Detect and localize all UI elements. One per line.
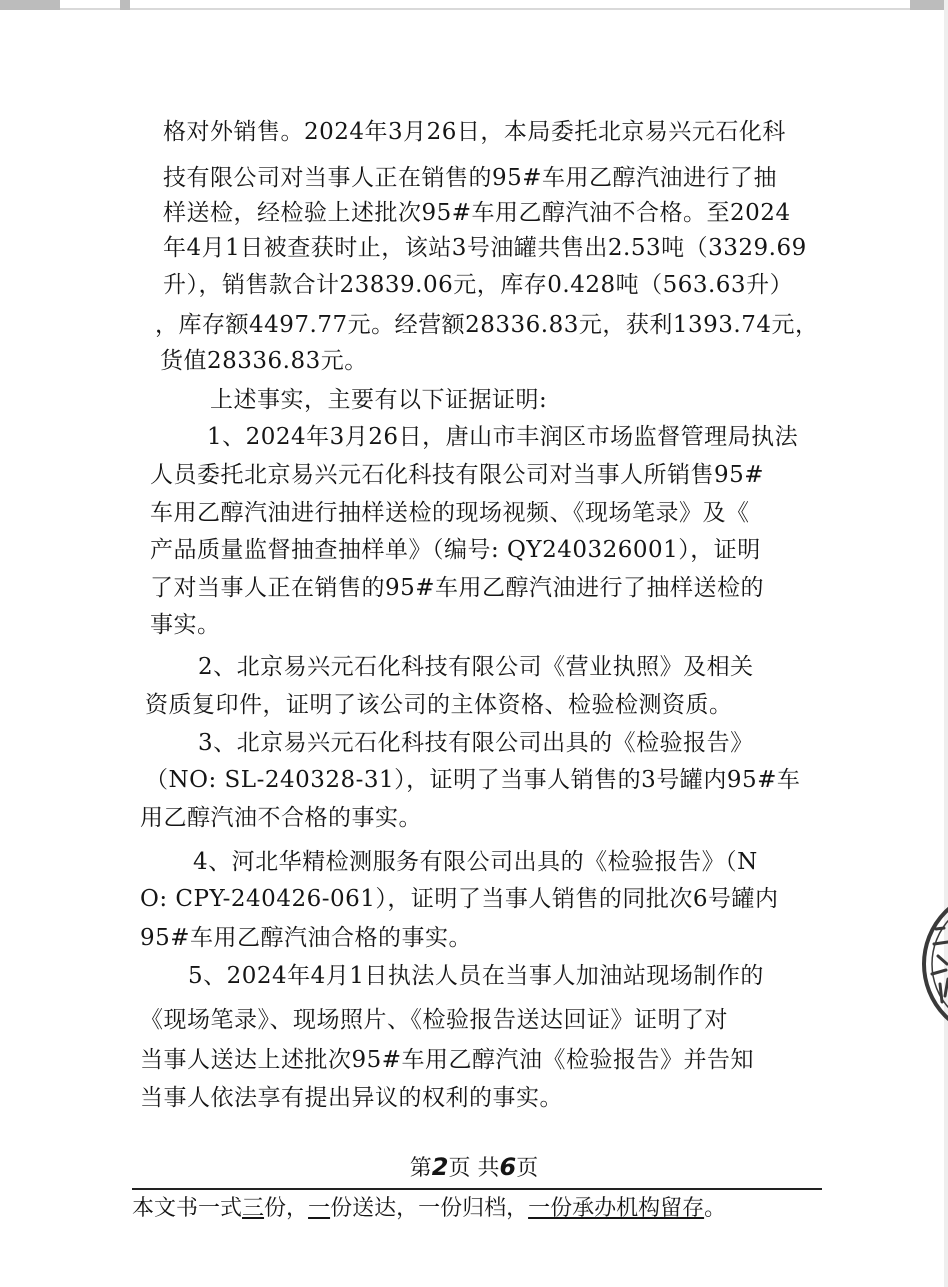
body-line: 2、北京易兴元石化科技有限公司《营业执照》及相关 [198,654,754,680]
body-line: 升），销售款合计23839.06元，库存0.428吨（563.63升） [163,272,794,298]
body-line: O: CPY-240426-061），证明了当事人销售的同批次6号罐内 [140,886,779,912]
body-line: 技有限公司对当事人正在销售的95#车用乙醇汽油进行了抽 [163,165,778,191]
body-line: 产品质量监督抽查抽样单》（编号: QY240326001），证明 [150,537,761,563]
body-line: 当事人依法享有提出异议的权利的事实。 [140,1085,563,1111]
seal-glyph-strokes [932,928,948,1002]
body-line: 95#车用乙醇汽油合格的事实。 [140,925,473,951]
body-line: ，库存额4497.77元。经营额28336.83元，获利1393.74元， [155,312,819,338]
body-line: 1、2024年3月26日，唐山市丰润区市场监督管理局执法 [207,424,799,450]
page-middle: 页 共 [448,1156,500,1181]
body-line: 事实。 [150,612,221,638]
body-line: 人员委托北京易兴元石化科技有限公司对当事人所销售95# [150,462,765,488]
note-part-underlined: 一 [308,1196,331,1221]
note-part: 份送达，一份归档， [330,1196,529,1221]
body-line: 资质复印件，证明了该公司的主体资格、检验检测资质。 [145,692,733,718]
note-part-underlined: 一份承办机构留存 [528,1196,705,1221]
note-part-underlined: 三 [242,1196,265,1221]
body-line: 《现场笔录》、现场照片、《检验报告送达回证》证明了对 [140,1007,728,1033]
body-line: 用乙醇汽油不合格的事实。 [140,805,422,831]
note-part: 本文书一式 [132,1196,243,1221]
body-line: 4、河北华精检测服务有限公司出具的《检验报告》（N [193,849,758,875]
body-line: 车用乙醇汽油进行抽样送检的现场视频、《现场笔录》及《 [150,500,750,526]
page-number [0,1150,948,1186]
page-total: 6 [499,1153,517,1181]
page-suffix: 页 [516,1156,539,1181]
scan-top-mark [120,0,130,10]
body-line: 年4月1日被查获时止，该站3号油罐共售出2.53吨（3329.69 [163,235,807,261]
seal-ring [924,890,948,1038]
body-line: 5、2024年4月1日执法人员在当事人加油站现场制作的 [188,963,764,989]
page-prefix: 第 [409,1156,432,1181]
official-seal [918,884,948,1044]
body-line: 上述事实，主要有以下证据证明: [210,387,548,413]
note-part: 份， [264,1196,309,1221]
body-line: 样送检，经检验上述批次95#车用乙醇汽油不合格。至2024 [163,200,791,226]
body-line: （NO: SL-240328-31），证明了当事人销售的3号罐内95#车 [145,767,801,793]
body-line: 格对外销售。2024年3月26日，本局委托北京易兴元石化科 [163,119,786,145]
body-line: 当事人送达上述批次95#车用乙醇汽油《检验报告》并告知 [140,1047,755,1073]
scan-top-rule [0,8,948,10]
scan-top-mark [0,0,60,10]
note-part: 。 [704,1196,727,1221]
body-line: 货值28336.83元。 [160,348,368,374]
scan-top-mark [910,0,948,10]
footer-copies-note [132,1192,726,1226]
page-current: 2 [431,1153,449,1181]
body-line: 了对当事人正在销售的95#车用乙醇汽油进行了抽样送检的 [150,575,765,601]
body-line: 3、北京易兴元石化科技有限公司出具的《检验报告》 [198,730,754,756]
footer-divider [132,1188,822,1190]
